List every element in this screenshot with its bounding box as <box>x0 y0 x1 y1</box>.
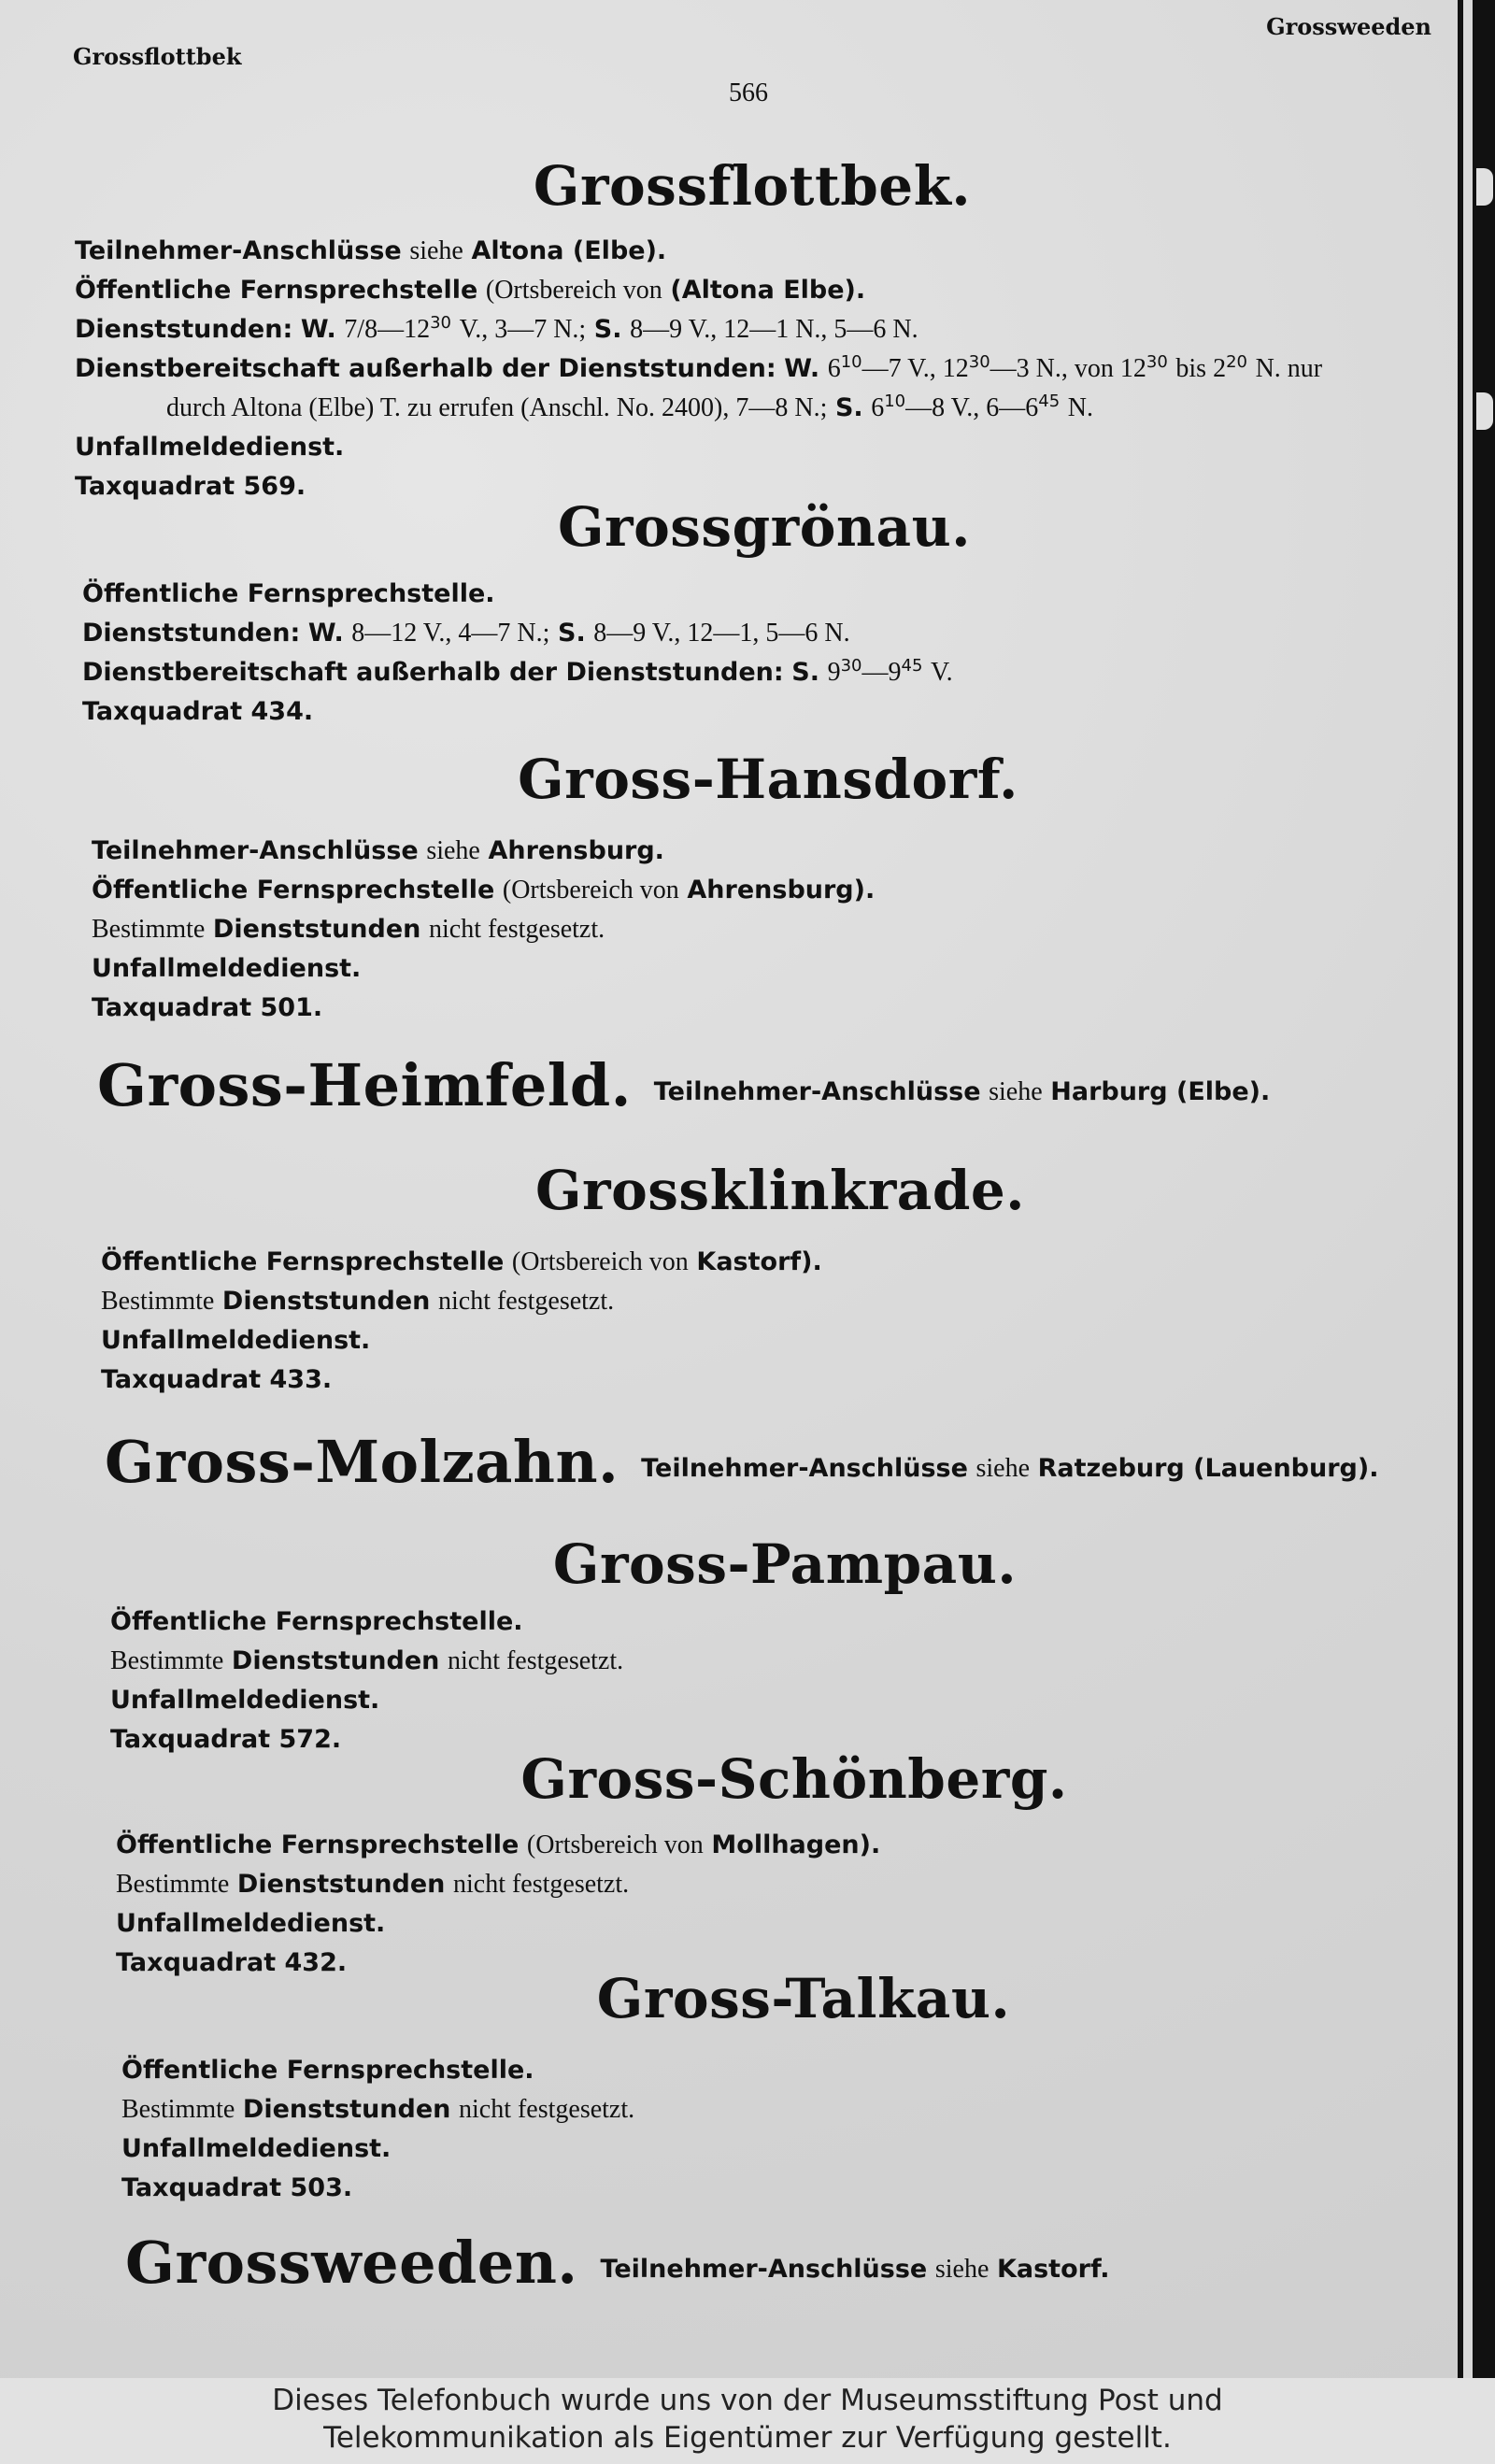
heading-grossklinkrade: Grossklinkrade. <box>535 1159 1025 1222</box>
line-dienstbereitschaft: Dienstbereitschaft außerhalb der Dienststunden: W. $6^{10}—7$ V., $12^{30}—3$ N., von $12^{30}$ bis $2^{20}$ N. nur <box>75 352 1323 383</box>
entry-grossflottbek <box>75 232 1322 506</box>
line-teilnehmer: Teilnehmer-Anschlüsse siehe Ahrensburg. <box>92 836 664 865</box>
line-fernsprechstelle: Öffentliche Fernsprechstelle (Ortsbereich von (Altona Elbe). <box>75 276 866 305</box>
line-dienststunden: Bestimmte Dienststunden nicht festgesetzt. <box>101 1287 615 1316</box>
heading-gross-pampau: Gross-Pampau. <box>552 1532 1018 1596</box>
line-unfallmeldedienst: Unfallmeldedienst. <box>75 433 345 462</box>
line-dienststunden: Bestimmte Dienststunden nicht festgesetzt. <box>116 1870 630 1899</box>
line-fernsprechstelle: Öffentliche Fernsprechstelle (Ortsbereich von Ahrensburg). <box>92 876 876 904</box>
line-dienststunden: Bestimmte Dienststunden nicht festgesetzt. <box>92 915 605 944</box>
line-taxquadrat: Taxquadrat 433. <box>101 1365 333 1394</box>
entry-gross-molzahn <box>105 1428 1378 1496</box>
heading-gross-hansdorf: Gross-Hansdorf. <box>518 748 1018 811</box>
line-fernsprechstelle: Öffentliche Fernsprechstelle. <box>82 579 495 608</box>
line-taxquadrat: Taxquadrat 569. <box>75 472 306 501</box>
line-unfallmeldedienst: Unfallmeldedienst. <box>121 2134 392 2163</box>
line-dienststunden: Bestimmte Dienststunden nicht festgesetzt. <box>121 2095 635 2124</box>
page-number: 566 <box>729 78 768 107</box>
heading-grossgroenau: Grossgrönau. <box>558 495 971 559</box>
line-taxquadrat: Taxquadrat 432. <box>116 1948 348 1977</box>
line-unfallmeldedienst: Unfallmeldedienst. <box>101 1326 371 1355</box>
heading-gross-molzahn: Gross-Molzahn. <box>105 1428 619 1496</box>
line-taxquadrat: Taxquadrat 503. <box>121 2173 353 2202</box>
heading-grossflottbek: Grossflottbek. <box>533 154 972 218</box>
heading-grossweeden: Grossweeden. <box>125 2229 578 2297</box>
heading-gross-talkau: Gross-Talkau. <box>596 1967 1011 2030</box>
line-dienstbereitschaft-cont: durch Altona (Elbe) T. zu errufen (Anschl. No. 2400), 7—8 N.; S. $6^{10}—8$ V., $6—6^{45}$ N. <box>166 392 1093 422</box>
facing-page-mark <box>1476 168 1493 206</box>
heading-gross-schoenberg: Gross-Schönberg. <box>520 1747 1068 1811</box>
line-taxquadrat: Taxquadrat 434. <box>82 697 314 726</box>
line-fernsprechstelle: Öffentliche Fernsprechstelle. <box>110 1607 523 1636</box>
entry-grossgroenau <box>82 575 953 732</box>
line-dienststunden: Dienststunden: W. $7/8—12^{30}$ V., 3—7 N.; S. 8—9 V., 12—1 N., 5—6 N. <box>75 313 918 344</box>
line-fernsprechstelle: Öffentliche Fernsprechstelle. <box>121 2056 534 2085</box>
entry-gross-pampau <box>110 1602 623 1759</box>
heading-gross-heimfeld: Gross-Heimfeld. <box>97 1051 632 1119</box>
entry-gross-heimfeld <box>97 1051 1270 1119</box>
running-head-right: Grossweeden <box>1266 13 1431 40</box>
line-unfallmeldedienst: Unfallmeldedienst. <box>92 954 362 983</box>
entry-grossweeden <box>125 2229 1109 2297</box>
line-teilnehmer: Teilnehmer-Anschlüsse siehe Harburg (Elbe). <box>653 1077 1271 1106</box>
line-taxquadrat: Taxquadrat 501. <box>92 993 323 1022</box>
book-binding-edge <box>1458 0 1495 2378</box>
entry-gross-schoenberg <box>116 1826 880 1983</box>
line-teilnehmer: Teilnehmer-Anschlüsse siehe Altona (Elbe). <box>75 236 667 265</box>
line-dienststunden: Bestimmte Dienststunden nicht festgesetzt. <box>110 1646 624 1675</box>
entry-gross-talkau <box>121 2051 634 2208</box>
line-taxquadrat: Taxquadrat 572. <box>110 1725 342 1754</box>
line-unfallmeldedienst: Unfallmeldedienst. <box>116 1909 386 1938</box>
binding-strip <box>1463 0 1473 2378</box>
archive-notice-footer <box>0 2378 1495 2464</box>
footer-line-2: Telekommunikation als Eigentümer zur Verfügung gestellt. <box>323 2421 1172 2455</box>
footer-line-1: Dieses Telefonbuch wurde uns von der Museumsstiftung Post und <box>272 2384 1223 2417</box>
line-teilnehmer: Teilnehmer-Anschlüsse siehe Kastorf. <box>600 2255 1110 2284</box>
line-dienstbereitschaft: Dienstbereitschaft außerhalb der Dienststunden: S. $9^{30}—9^{45}$ V. <box>82 656 953 687</box>
line-dienststunden: Dienststunden: W. 8—12 V., 4—7 N.; S. 8—9 V., 12—1, 5—6 N. <box>82 619 850 648</box>
entry-grossklinkrade <box>101 1243 822 1400</box>
line-fernsprechstelle: Öffentliche Fernsprechstelle (Ortsbereich von Kastorf). <box>101 1247 822 1276</box>
running-head-left: Grossflottbek <box>73 43 242 70</box>
entry-gross-hansdorf <box>92 832 875 1028</box>
line-fernsprechstelle: Öffentliche Fernsprechstelle (Ortsbereich von Mollhagen). <box>116 1830 881 1859</box>
facing-page-mark <box>1476 392 1493 430</box>
line-teilnehmer: Teilnehmer-Anschlüsse siehe Ratzeburg (Lauenburg). <box>641 1454 1379 1483</box>
line-unfallmeldedienst: Unfallmeldedienst. <box>110 1686 380 1715</box>
